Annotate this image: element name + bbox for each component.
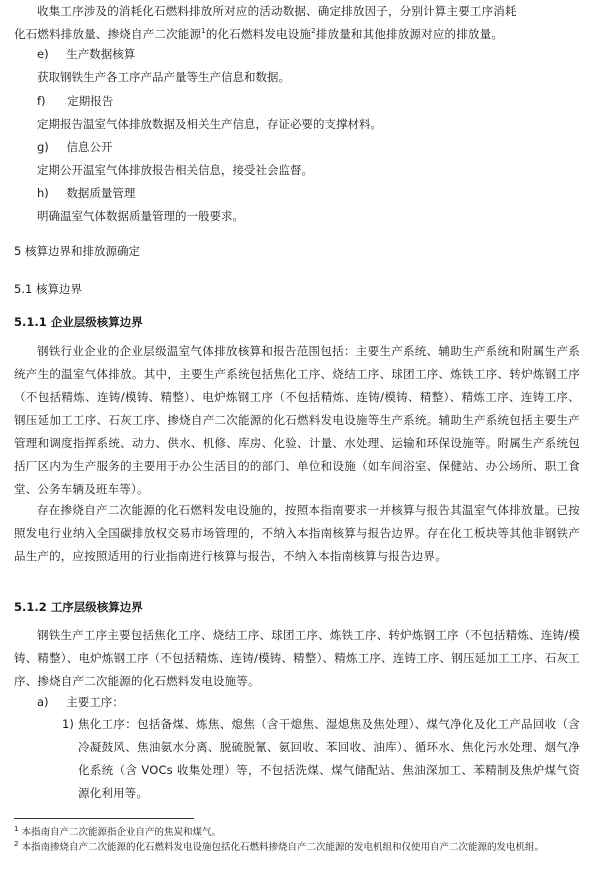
footnote-2-text: 本指南掺烧自产二次能源的化石燃料发电设施包括化石燃料掺烧自产二次能源的发电机组和仅使用自产二次能源的发电机组。 [21, 842, 545, 853]
footnote-1-text: 本指南自产二次能源指企业自产的焦炭和煤气。 [21, 827, 222, 838]
item-h-title: 数据质量管理 [66, 186, 136, 200]
item-f-heading [37, 93, 113, 109]
footnote-2-mark: 2 [14, 839, 19, 848]
item-e-heading [37, 46, 135, 62]
intro-line-1: 收集工序涉及的消耗化石燃料排放所对应的活动数据、确定排放因子，分别计算主要工序消耗 [37, 4, 517, 18]
section-5-heading: 5 核算边界和排放源确定 [14, 244, 140, 258]
item-f-desc: 定期报告温室气体排放数据及相关生产信息，存证必要的支撑材料。 [37, 117, 382, 131]
footnote-ref-1[interactable]: 1 [201, 27, 206, 36]
sub-item-1-label: 1) [62, 717, 74, 731]
sub-item-1-text: 焦化工序：包括备煤、炼焦、熄焦（含干熄焦、湿熄焦及焦处理）、煤气净化及化工产品回收（含冷凝鼓风、焦油氨水分离、脱硫脱氰、氨回收、苯回收、油库）、循环水、焦化污水处理、烟气净化系统（含 VOCs 收集处理）等，不包括洗煤、煤气储配站、焦油深加工、苯精制及焦炉煤气资源化利用等。 [78, 717, 580, 800]
intro-line-2 [14, 23, 580, 46]
section-5-1-1-heading: 5.1.1 企业层级核算边界 [14, 315, 143, 329]
sub-item-a [37, 694, 124, 710]
item-f-title: 定期报告 [67, 94, 114, 108]
footnote-divider [14, 818, 194, 819]
section-5-1-heading: 5.1 核算边界 [14, 282, 82, 296]
item-h-desc: 明确温室气体数据质量管理的一般要求。 [37, 209, 244, 223]
item-h-heading [37, 185, 135, 201]
item-f-label: f) [37, 94, 46, 108]
item-e-desc: 获取钢铁生产各工序产品产量等生产信息和数据。 [37, 70, 290, 84]
paragraph-enterprise-boundary: 钢铁行业企业的企业层级温室气体排放核算和报告范围包括：主要生产系统、辅助生产系统和附属生产系统产生的温室气体排放。其中，主要生产系统包括焦化工序、烧结工序、球团工序、炼铁工序、转炉炼钢工序（不包括精炼、连铸/模铸、精整）、电炉炼钢工序（不包括精炼、连铸/模铸、精整）、精炼工序、连铸工序、钢压延加工工序、石灰工序、掺烧自产二次能源的化石燃料发电设施等生产系统。辅助生产系统包括主要生产管理和调度指挥系统、动力、供水、机修、库房、化验、计量、水处理、运输和环保设施等。附属生产系统包括厂区内为生产服务的主要用于办公生活目的的部门、单位和设施（如车间浴室、保健站、办公场所、职工食堂、公务车辆及班车等）。 [14, 344, 580, 496]
item-g-label: g) [37, 140, 49, 154]
paragraph-power-facility: 存在掺烧自产二次能源的化石燃料发电设施的，按照本指南要求一并核算与报告其温室气体排放量。已按照发电行业纳入全国碳排放权交易市场管理的，不纳入本指南核算与报告边界。存在化工板块等其他非钢铁产品生产的，应按照适用的行业指南进行核算与报告，不纳入本指南核算与报告边界。 [14, 503, 580, 563]
intro-line-2-b: 的化石燃料发电设施 [205, 27, 312, 41]
sub-item-a-title: 主要工序： [66, 695, 124, 709]
section-5-1-2-heading: 5.1.2 工序层级核算边界 [14, 600, 143, 614]
sub-item-a-label: a) [37, 695, 49, 709]
intro-paragraph [14, 0, 580, 46]
intro-line-2-a: 化石燃料排放量、掺烧自产二次能源 [14, 27, 202, 41]
footnote-1 [14, 826, 580, 839]
item-e-title: 生产数据核算 [66, 47, 136, 61]
footnote-2 [14, 841, 580, 854]
item-e-label: e) [37, 47, 49, 61]
footnote-ref-2[interactable]: 2 [311, 27, 316, 36]
item-g-desc: 定期公开温室气体排放报告相关信息，接受社会监督。 [37, 163, 313, 177]
footnote-1-mark: 1 [14, 824, 19, 833]
intro-line-2-c: 排放量和其他排放源对应的排放量。 [315, 27, 504, 41]
item-g-title: 信息公开 [66, 140, 113, 154]
paragraph-process-boundary: 钢铁生产工序主要包括焦化工序、烧结工序、球团工序、炼铁工序、转炉炼钢工序（不包括精炼、连铸/模铸、精整）、电炉炼钢工序（不包括精炼、连铸/模铸、精整）、精炼工序、连铸工序、钢压延加工工序、石灰工序、掺烧自产二次能源的化石燃料发电设施等。 [14, 628, 580, 688]
item-g-heading [37, 139, 112, 155]
item-h-label: h) [37, 186, 49, 200]
